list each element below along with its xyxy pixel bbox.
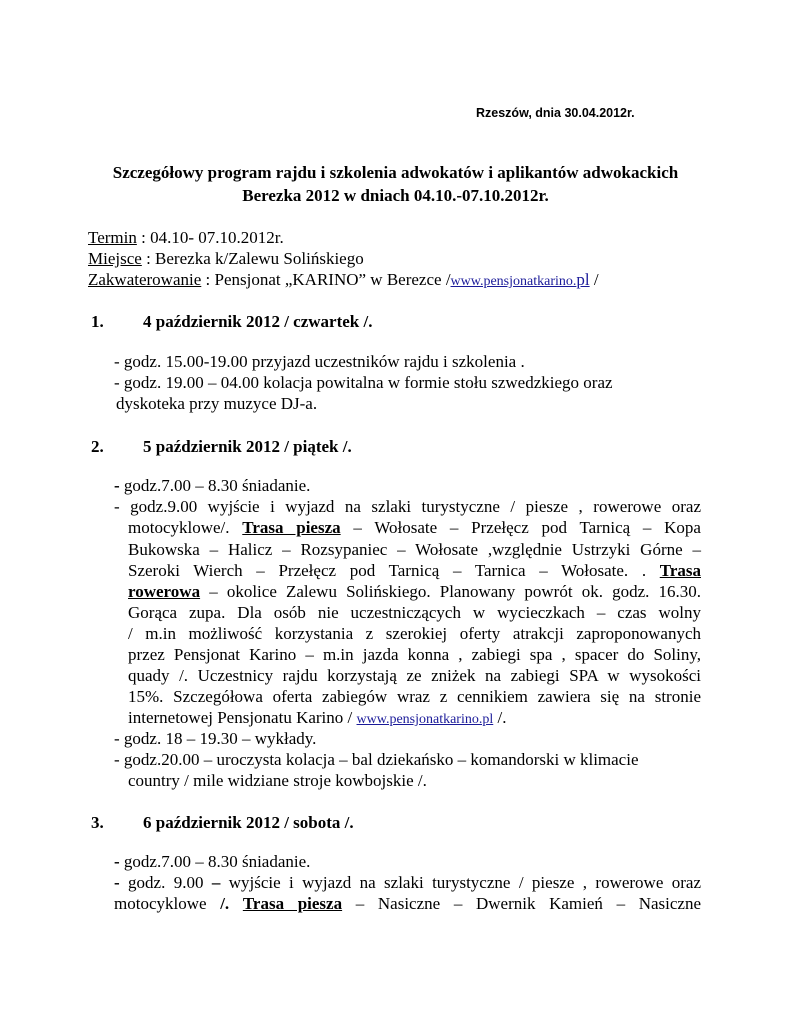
day3-breakfast-dash: -: [114, 852, 120, 871]
day1-heading: 4 październik 2012 / czwartek /.: [143, 312, 373, 331]
zakwaterowanie-value: : Pensjonat „KARINO” w Berezce /: [201, 270, 451, 289]
day2-line-13: - godz.20.00 – uroczysta kolacja – bal dziekańsko – komandorski w klimacie: [114, 750, 639, 769]
day2-line-11a: internetowej Pensjonatu Karino /: [128, 708, 357, 727]
day2-line-5: [128, 582, 701, 602]
day2-breakfast-dash: -: [114, 476, 120, 495]
day2-line-4a: Szeroki Wierch – Przełęcz pod Tarnicą – Tarnica – Wołosate. .: [128, 561, 660, 580]
day1-item-2: - godz. 19.00 – 04.00 kolacja powitalna w formie stołu szwedzkiego oraz: [114, 373, 613, 392]
day2-line-2b: – Wołosate – Przełęcz pod Tarnicą – Kopa: [340, 518, 701, 537]
termin-value: : 04.10- 07.10.2012r.: [136, 228, 284, 247]
zakwaterowanie-label: Zakwaterowanie: [88, 270, 202, 289]
day1-number: 1.: [91, 312, 104, 331]
link-main: www.pensjonatkarino.: [450, 274, 577, 289]
day2-line-2a: motocyklowe/.: [128, 518, 243, 537]
day2-line-10: 15%. Szczegółowa oferta zabiegów wraz z cennikiem zawiera się na stronie: [128, 687, 701, 706]
termin-label: Termin: [88, 228, 137, 247]
zakwaterowanie-line: [88, 270, 599, 290]
day2-line-2: [128, 518, 701, 538]
day1-item-2-cont: dyskoteka przy muzyce DJ-a.: [116, 394, 318, 413]
day2-line-5b: – okolice Zalewu Solińskiego. Planowany powrót ok. godz. 16.30.: [200, 582, 701, 601]
day3-number: 3.: [91, 813, 104, 832]
day3-line-2-slash: /.: [220, 894, 230, 913]
day2-line-8: przez Pensjonat Karino – m.in jazda konna , zabiegi spa , spacer do Soliny,: [128, 645, 701, 664]
trasa-rowerowa-label-2: rowerowa: [128, 582, 201, 601]
day3-heading: 6 październik 2012 / sobota /.: [143, 813, 354, 832]
day2-line-9: quady /. Uczestnicy rajdu korzystają ze zniżek na zabiegi SPA w wysokości: [128, 666, 701, 685]
day2-breakfast-text: godz.7.00 – 8.30 śniadanie.: [119, 476, 311, 495]
day2-line-14: country / mile widziane stroje kowbojskie /.: [128, 771, 427, 790]
link-tld: pl: [576, 270, 590, 289]
day3-line-1b: wyjście i wyjazd na szlaki turystyczne / piesze , rowerowe oraz: [220, 873, 702, 892]
day3-trasa-piesza-label: Trasa piesza: [242, 894, 343, 913]
trasa-piesza-label: Trasa piesza: [242, 518, 341, 537]
day3-line-2: [114, 894, 701, 914]
day3-line-1: [114, 873, 701, 893]
day2-line-7: / m.in możliwość korzystania z szerokiej oferty atrakcji zaproponowanych: [128, 624, 701, 643]
day3-breakfast: [114, 852, 310, 872]
termin-line: [88, 228, 284, 248]
miejsce-value: : Berezka k/Zalewu Solińskiego: [141, 249, 364, 268]
day3-breakfast-text: godz.7.00 – 8.30 śniadanie.: [119, 852, 311, 871]
day3-line-2-space: [229, 894, 243, 913]
day2-line-3: Bukowska – Halicz – Rozsypaniec – Wołosate ,względnie Ustrzyki Górne –: [128, 540, 701, 559]
miejsce-line: [88, 249, 364, 269]
document-title-line1: Szczegółowy program rajdu i szkolenia adwokatów i aplikantów adwokackich: [112, 163, 679, 182]
day3-line-1-dash2: –: [211, 873, 221, 892]
day2-line-11: [128, 708, 506, 728]
trasa-rowerowa-label-1: Trasa: [659, 561, 701, 580]
day3-line-1-dash: -: [114, 873, 120, 892]
day2-number: 2.: [91, 437, 104, 456]
document-title-line2: Berezka 2012 w dniach 04.10.-07.10.2012r.: [242, 186, 549, 205]
day2-heading: 5 październik 2012 / piątek /.: [143, 437, 352, 456]
day2-breakfast: [114, 476, 310, 496]
day2-line-6: Gorąca zupa. Dla osób nie uczestniczących w wycieczkach – czas wolny: [128, 603, 701, 622]
day3-line-2a: motocyklowe: [114, 894, 221, 913]
day2-line-12: - godz. 18 – 19.30 – wykłady.: [114, 729, 317, 748]
day3-line-2b: – Nasiczne – Dwernik Kamień – Nasiczne: [342, 894, 702, 913]
day2-line-1: - godz.9.00 wyjście i wyjazd na szlaki turystyczne / piesze , rowerowe oraz: [114, 497, 701, 516]
day1-item-1: - godz. 15.00-19.00 przyjazd uczestników rajdu i szkolenia .: [114, 352, 525, 371]
day3-line-1a: godz. 9.00: [119, 873, 212, 892]
pensjonat-website-link[interactable]: [450, 270, 590, 289]
place-date: Rzeszów, dnia 30.04.2012r.: [476, 106, 635, 120]
miejsce-label: Miejsce: [88, 249, 142, 268]
zakwaterowanie-after: /: [589, 270, 599, 289]
pensjonat-website-link-2[interactable]: www.pensjonatkarino.pl: [356, 712, 494, 727]
day2-line-4: [128, 561, 701, 581]
day2-line-11b: /.: [493, 708, 507, 727]
